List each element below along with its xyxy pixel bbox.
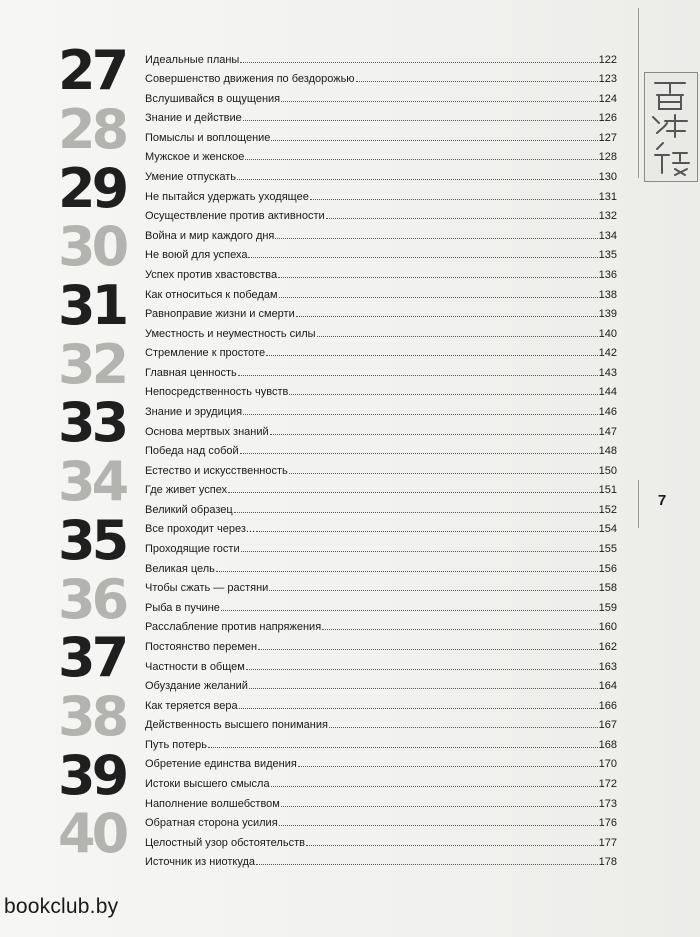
toc-entry	[145, 261, 617, 281]
toc-entry-title: Обретение единства видения	[145, 758, 297, 771]
toc-entry-page: 127	[598, 131, 617, 144]
toc-entry	[145, 242, 617, 262]
toc-leader-dots	[317, 335, 598, 337]
chapter-number: 35	[58, 508, 126, 572]
toc-entry-title: Обуздание желаний	[145, 680, 248, 693]
toc-entry-title: Частности в общем	[145, 660, 245, 673]
toc-leader-dots	[296, 315, 598, 317]
toc-entry-page: 176	[598, 817, 617, 830]
toc-leader-dots	[240, 452, 598, 454]
toc-entry	[145, 124, 617, 144]
toc-leader-dots	[306, 844, 598, 846]
toc-leader-dots	[243, 119, 598, 121]
toc-leader-dots	[329, 726, 598, 728]
toc-entry-title: Не воюй для успеха	[145, 249, 248, 262]
chapter-number: 40	[58, 802, 126, 866]
toc-entry-page: 162	[598, 640, 617, 653]
toc-leader-dots	[246, 668, 598, 670]
toc-leader-dots	[271, 139, 597, 141]
toc-entry	[145, 66, 617, 86]
toc-entry-page: 166	[598, 699, 617, 712]
toc-entry-title: Истоки высшего смысла	[145, 777, 270, 790]
chapter-number: 32	[58, 332, 126, 396]
toc-entry	[145, 535, 617, 555]
toc-leader-dots	[221, 609, 598, 611]
toc-leader-dots	[278, 276, 598, 278]
toc-entry	[145, 810, 617, 830]
toc-leader-dots	[258, 648, 598, 650]
toc-entry	[145, 85, 617, 105]
toc-entry-page: 152	[598, 503, 617, 516]
toc-entry	[145, 46, 617, 66]
toc-leader-dots	[310, 198, 598, 200]
toc-entry-page: 123	[598, 73, 617, 86]
chapter-numbers	[58, 39, 142, 866]
toc-leader-dots	[239, 707, 598, 709]
toc-entry	[145, 144, 617, 164]
toc-entry-title: Совершенство движения по бездорожью	[145, 73, 355, 86]
toc-leader-dots	[249, 687, 598, 689]
toc-entry-title: Рыба в пучине	[145, 601, 220, 614]
toc-entry-title: Расслабление против напряжения	[145, 621, 322, 634]
toc-entry-page: 136	[598, 268, 617, 281]
table-of-contents	[145, 46, 617, 868]
toc-entry-page: 132	[598, 210, 617, 223]
toc-entry-page: 158	[598, 582, 617, 595]
toc-entry-title: Чтобы сжать — растяни	[145, 582, 269, 595]
toc-leader-dots	[279, 296, 598, 298]
toc-entry-page: 160	[598, 621, 617, 634]
toc-leader-dots	[326, 217, 598, 219]
toc-entry-page: 131	[598, 190, 617, 203]
toc-entry	[145, 575, 617, 595]
toc-entry	[145, 222, 617, 242]
toc-entry	[145, 398, 617, 418]
toc-leader-dots	[281, 805, 598, 807]
toc-leader-dots	[279, 824, 598, 826]
watermark: bookclub.by	[4, 895, 119, 918]
toc-entry-page: 142	[598, 347, 617, 360]
toc-entry	[145, 770, 617, 790]
toc-entry-title: Обратная сторона усилия	[145, 817, 278, 830]
toc-entry	[145, 183, 617, 203]
toc-leader-dots	[275, 237, 597, 239]
toc-leader-dots	[298, 765, 598, 767]
toc-entry	[145, 477, 617, 497]
chapter-number: 27	[58, 39, 126, 103]
toc-entry-page: 172	[598, 777, 617, 790]
toc-leader-dots	[256, 863, 598, 865]
toc-entry	[145, 301, 617, 321]
chapter-number: 34	[58, 450, 126, 514]
toc-leader-dots	[243, 413, 598, 415]
toc-entry-title: Великий образец	[145, 503, 233, 516]
chinese-seal-icon	[644, 72, 698, 182]
toc-entry-title: Источник из ниоткуда	[145, 856, 255, 869]
toc-entry-title: Путь потерь	[145, 738, 207, 751]
toc-entry-title: Помыслы и воплощение	[145, 131, 271, 144]
toc-entry-title: Стремление к простоте	[145, 347, 266, 360]
toc-entry-page: 143	[598, 366, 617, 379]
toc-entry-page: 164	[598, 680, 617, 693]
toc-entry	[145, 203, 617, 223]
toc-entry-page: 178	[598, 856, 617, 869]
toc-leader-dots	[269, 589, 597, 591]
toc-entry-page: 138	[598, 288, 617, 301]
toc-entry-page: 170	[598, 758, 617, 771]
chapter-number: 36	[58, 567, 126, 631]
toc-entry-page: 148	[598, 445, 617, 458]
toc-leader-dots	[216, 570, 598, 572]
toc-entry-page: 163	[598, 660, 617, 673]
toc-entry-title: Знание и действие	[145, 112, 242, 125]
toc-leader-dots	[356, 80, 598, 82]
toc-entry	[145, 105, 617, 125]
toc-entry	[145, 340, 617, 360]
toc-entry	[145, 418, 617, 438]
toc-entry	[145, 790, 617, 810]
toc-leader-dots	[266, 354, 598, 356]
toc-entry	[145, 614, 617, 634]
toc-entry	[145, 457, 617, 477]
chapter-number: 29	[58, 156, 126, 220]
toc-entry-title: Где живет успех	[145, 484, 228, 497]
toc-leader-dots	[289, 393, 597, 395]
toc-leader-dots	[208, 746, 598, 748]
toc-entry-page: 126	[598, 112, 617, 125]
toc-entry-title: Осуществление против активности	[145, 210, 325, 223]
toc-entry-title: Действенность высшего понимания	[145, 719, 328, 732]
toc-entry-title: Знание и эрудиция	[145, 405, 243, 418]
toc-entry-title: Постоянство перемен	[145, 640, 258, 653]
toc-entry-title: Главная ценность	[145, 366, 237, 379]
toc-entry-page: 151	[598, 484, 617, 497]
toc-leader-dots	[237, 178, 598, 180]
toc-leader-dots	[245, 158, 597, 160]
toc-entry-title: Проходящие гости	[145, 543, 240, 556]
toc-entry-title: Естество и искусственность	[145, 464, 288, 477]
toc-leader-dots	[271, 785, 598, 787]
toc-entry-page: 173	[598, 797, 617, 810]
toc-entry-title: Уместность и неуместность силы	[145, 327, 316, 340]
toc-entry	[145, 653, 617, 673]
toc-entry-page: 155	[598, 543, 617, 556]
toc-entry	[145, 359, 617, 379]
toc-entry	[145, 555, 617, 575]
toc-entry-title: Идеальные планы	[145, 53, 240, 66]
toc-leader-dots	[234, 511, 598, 513]
toc-entry	[145, 692, 617, 712]
toc-entry	[145, 731, 617, 751]
toc-entry	[145, 163, 617, 183]
toc-leader-dots	[322, 628, 597, 630]
chapter-number: 28	[58, 98, 126, 162]
toc-entry	[145, 379, 617, 399]
toc-entry-page: 130	[598, 171, 617, 184]
toc-entry-page: 146	[598, 405, 617, 418]
toc-entry	[145, 438, 617, 458]
toc-entry	[145, 673, 617, 693]
toc-entry-page: 167	[598, 719, 617, 732]
toc-entry-page: 177	[598, 836, 617, 849]
toc-entry-page: 159	[598, 601, 617, 614]
toc-leader-dots	[281, 100, 598, 102]
toc-entry-title: Вслушивайся в ощущения	[145, 92, 281, 105]
margin-rule-top	[638, 8, 639, 178]
toc-entry-page: 122	[598, 53, 617, 66]
toc-entry-title: Как теряется вера	[145, 699, 238, 712]
toc-entry-title: Непосредственность чувств	[145, 386, 289, 399]
chapter-number: 38	[58, 684, 126, 748]
toc-leader-dots	[270, 433, 598, 435]
toc-entry-title: Победа над собой	[145, 445, 239, 458]
toc-entry-title: Все проходит через...	[145, 523, 256, 536]
chapter-number: 33	[58, 391, 126, 455]
toc-entry-page: 147	[598, 425, 617, 438]
toc-entry	[145, 633, 617, 653]
chapter-number: 39	[58, 743, 126, 807]
toc-leader-dots	[289, 472, 598, 474]
toc-entry-page: 134	[598, 229, 617, 242]
toc-entry-title: Как относиться к победам	[145, 288, 278, 301]
toc-entry	[145, 829, 617, 849]
toc-entry	[145, 751, 617, 771]
toc-entry-title: Основа мертвых знаний	[145, 425, 269, 438]
toc-entry	[145, 496, 617, 516]
toc-entry-title: Война и мир каждого дня	[145, 229, 275, 242]
chapter-number: 31	[58, 274, 126, 338]
toc-entry-page: 124	[598, 92, 617, 105]
toc-entry-page: 144	[598, 386, 617, 399]
toc-entry-page: 150	[598, 464, 617, 477]
toc-entry-page: 156	[598, 562, 617, 575]
toc-entry-page: 140	[598, 327, 617, 340]
toc-entry-title: Успех против хвастовства	[145, 268, 278, 281]
toc-entry-page: 139	[598, 308, 617, 321]
toc-entry	[145, 320, 617, 340]
margin-rule-page	[638, 480, 639, 528]
toc-entry-title: Целостный узор обстоятельств	[145, 836, 305, 849]
toc-entry-title: Умение отпускать	[145, 171, 237, 184]
toc-entry-page: 128	[598, 151, 617, 164]
toc-entry-page: 168	[598, 738, 617, 751]
toc-entry	[145, 516, 617, 536]
toc-entry-title: Не пытайся удержать уходящее	[145, 190, 309, 203]
toc-leader-dots	[248, 256, 597, 258]
toc-entry	[145, 849, 617, 869]
toc-leader-dots	[256, 530, 598, 532]
chapter-number: 30	[58, 215, 126, 279]
toc-entry-page: 154	[598, 523, 617, 536]
toc-entry-page: 135	[598, 249, 617, 262]
toc-entry	[145, 712, 617, 732]
toc-entry	[145, 281, 617, 301]
toc-entry-title: Равноправие жизни и смерти	[145, 308, 295, 321]
toc-entry	[145, 594, 617, 614]
toc-entry-title: Наполнение волшебством	[145, 797, 280, 810]
toc-leader-dots	[241, 550, 598, 552]
chapter-number: 37	[58, 626, 126, 690]
toc-entry-title: Мужское и женское	[145, 151, 245, 164]
toc-entry-title: Великая цель	[145, 562, 215, 575]
toc-leader-dots	[228, 491, 598, 493]
toc-leader-dots	[238, 374, 598, 376]
toc-leader-dots	[240, 61, 597, 63]
page-number: 7	[657, 492, 667, 509]
